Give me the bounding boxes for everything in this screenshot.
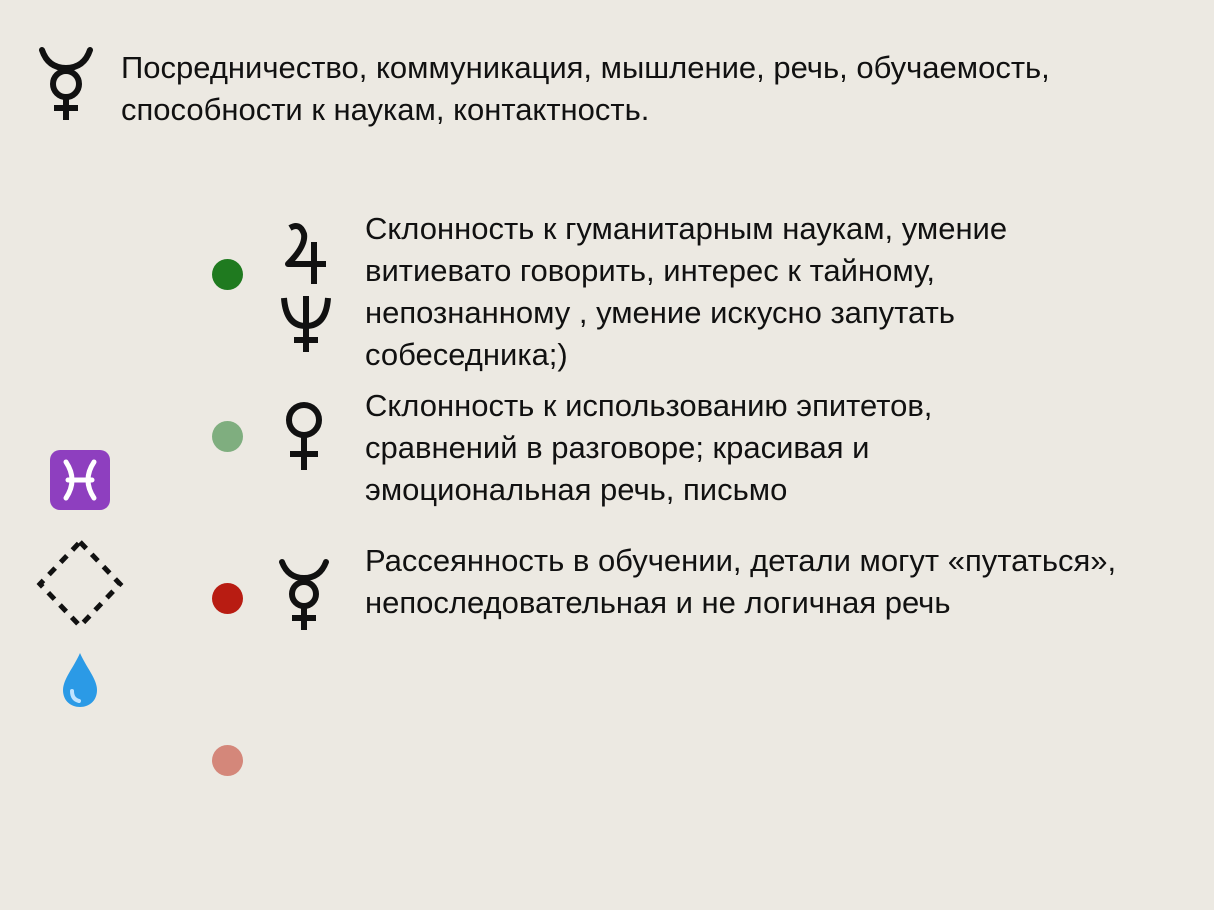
status-dot-salmon [212,745,243,776]
item-text-1: Склонность к гуманитарным наукам, умение витиевато говорить, интерес к тайному, непознанному , умение искусно запутать собеседника;) [365,211,1008,372]
neptune-icon [278,290,334,354]
dashed-diamond-icon [36,538,124,630]
status-dot-light-green [212,421,243,452]
mercury-icon [30,46,102,122]
status-dot-dark-green [212,259,243,290]
jupiter-icon [280,220,336,290]
item-text-3: Рассеянность в обучении, детали могут «путаться», непоследовательная и не логичная речь [365,543,1117,620]
venus-icon [276,400,332,472]
pisces-icon [50,450,110,510]
status-dot-red [212,583,243,614]
water-drop-icon [60,651,100,709]
header-description: Посредничество, коммуникация, мышление, речь, обучаемость, способности к наукам, контактность. [121,50,1050,127]
item-text-2: Склонность к использованию эпитетов, сравнений в разговоре; красивая и эмоциональная речь, письмо [365,388,933,507]
mercury-icon [274,558,330,632]
